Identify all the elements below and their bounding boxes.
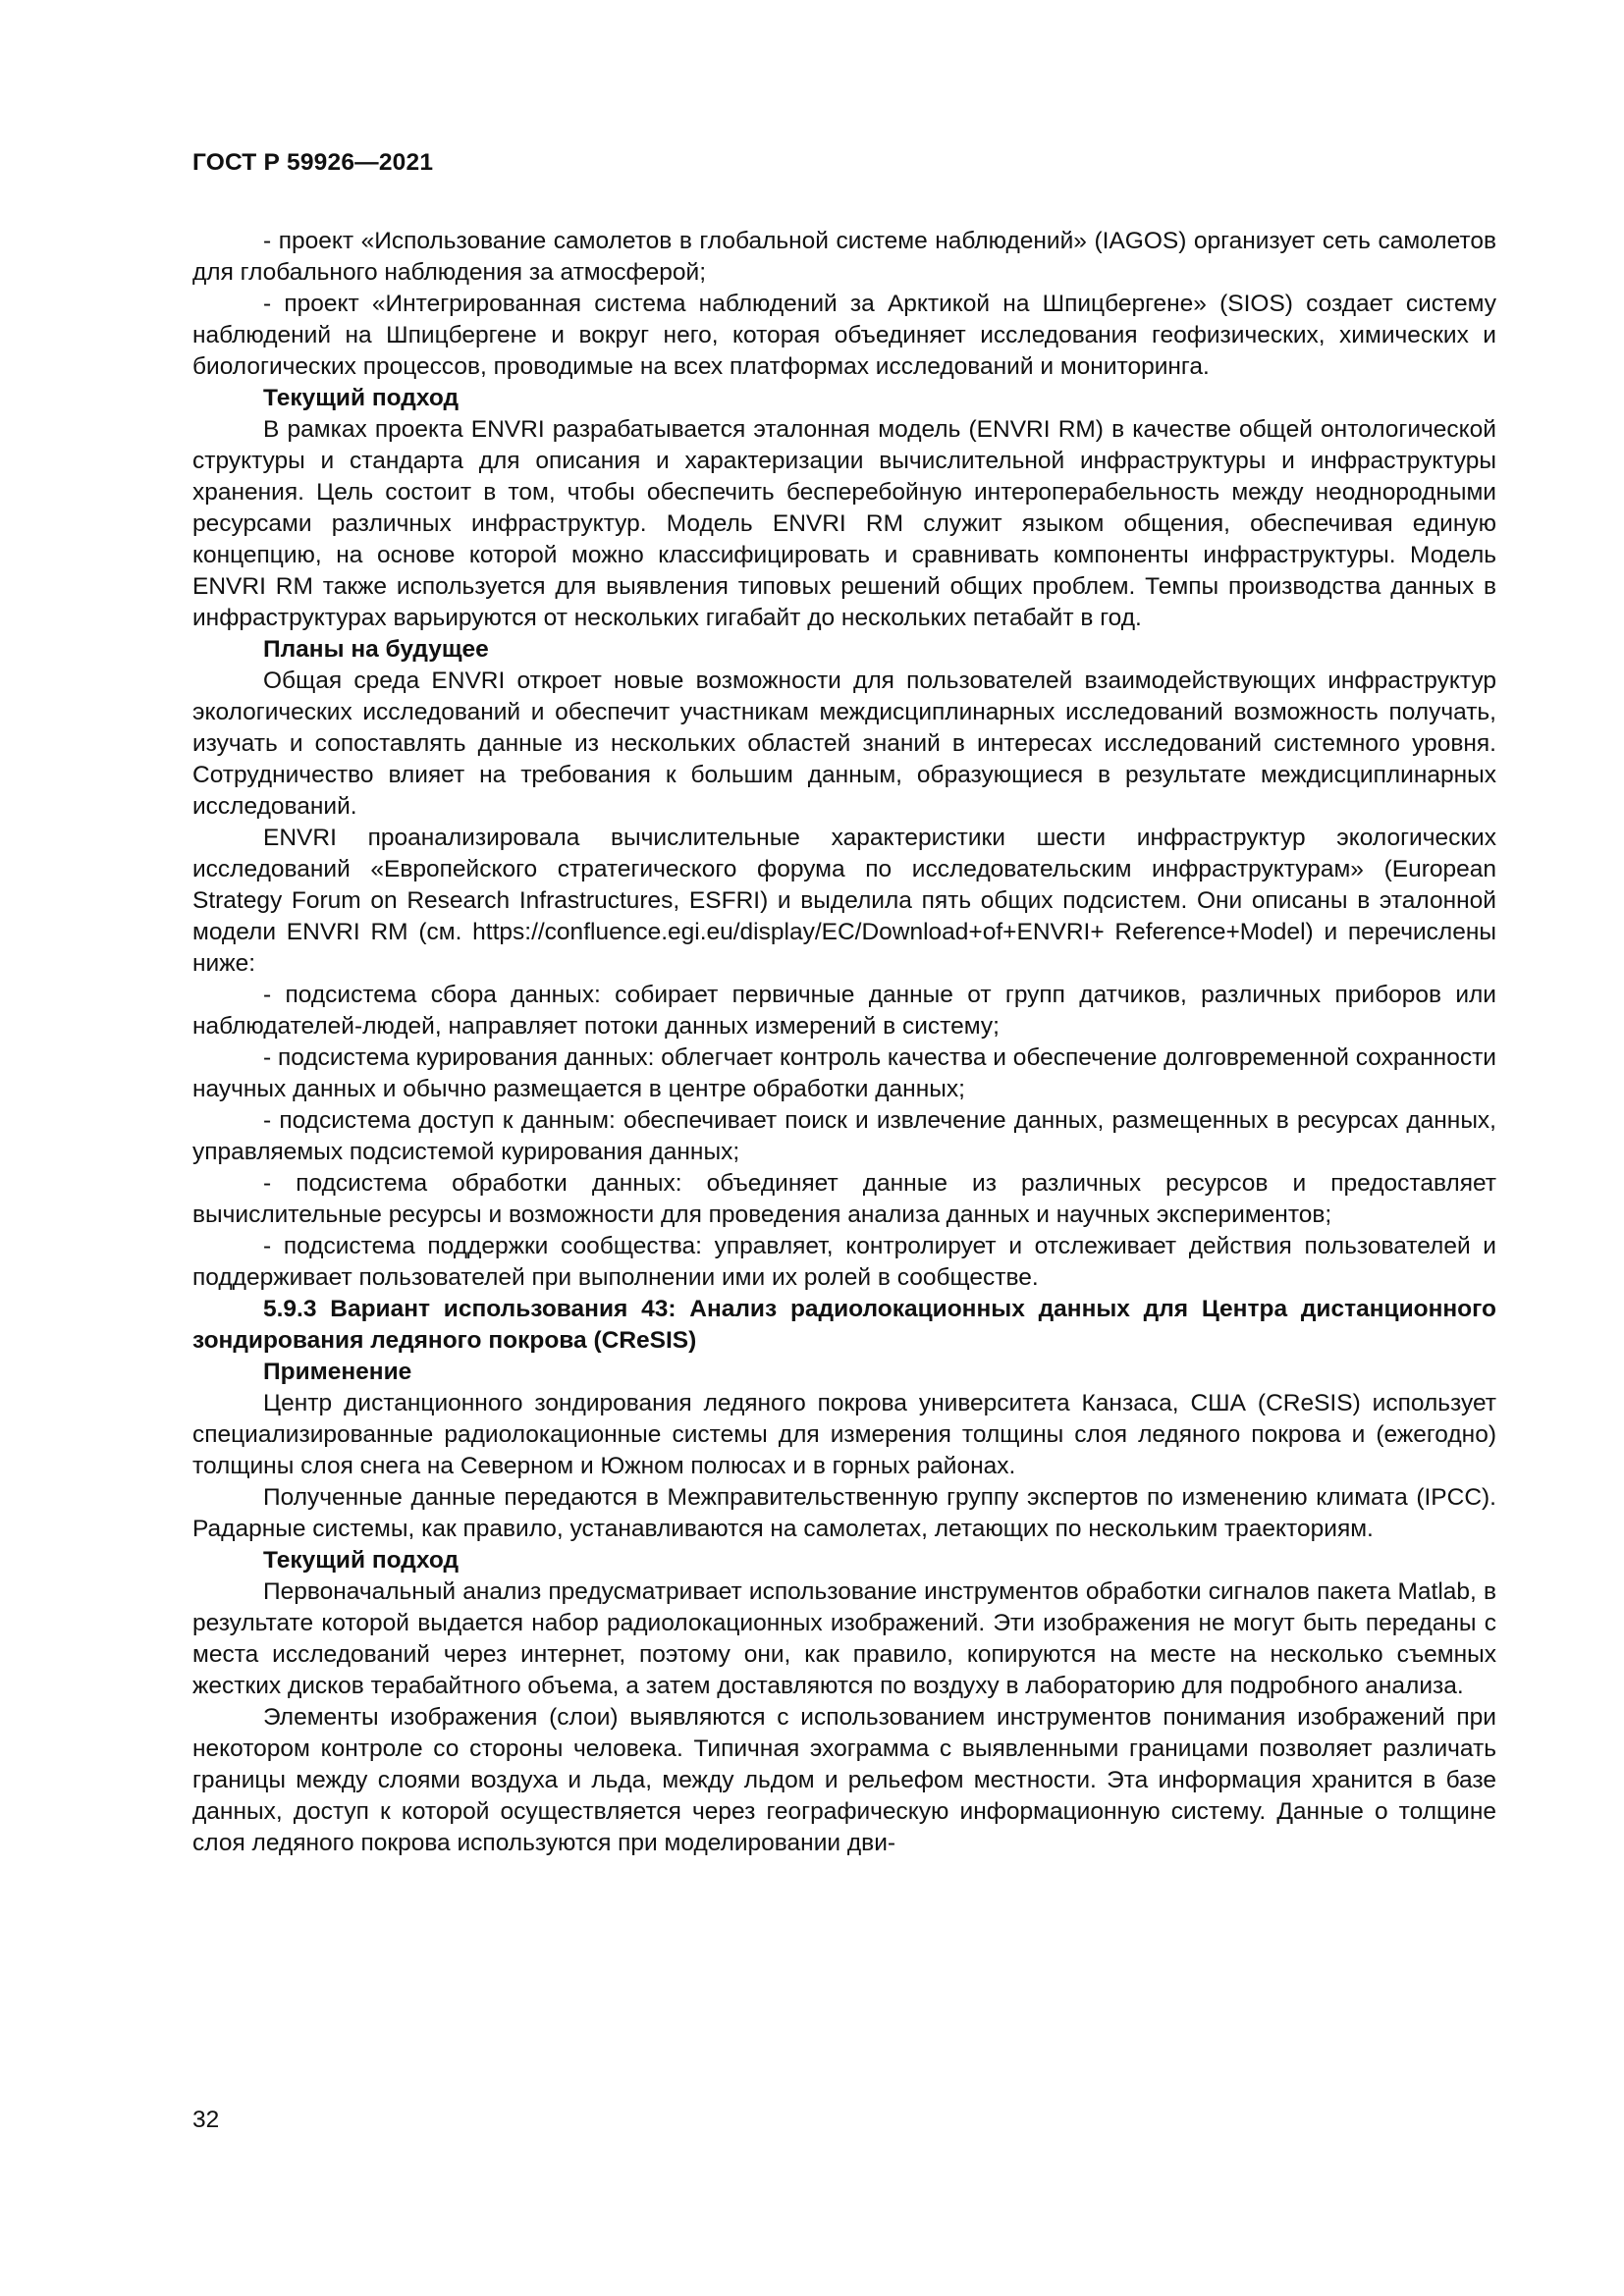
paragraph-ipcc-data: Полученные данные передаются в Межправительственную группу экспертов по изменению климата (IPCC). Радарные системы, как правило, устанавливаются на самолетах, летающих по нескольким траекториям. — [192, 1484, 1496, 1542]
page-number: 32 — [192, 2107, 220, 2133]
paragraph-cresis-center: Центр дистанционного зондирования ледяного покрова университета Канзаса, США (CReSIS) использует специализированные радиолокационные системы для измерения толщины слоя ледяного покрова и (ежегодно) толщины слоя снега на Северном и Южном полюсах и в горных районах. — [192, 1390, 1496, 1479]
list-item-data-acquisition: - подсистема сбора данных: собирает первичные данные от групп датчиков, различных приборов или наблюдателей-людей, направляет потоки данных измерений в систему; — [192, 982, 1496, 1040]
list-item-iagos: - проект «Использование самолетов в глобальной системе наблюдений» (IAGOS) организует сеть самолетов для глобального наблюдения за атмосферой; — [192, 228, 1496, 286]
subheading-current-approach: Текущий подход — [263, 385, 460, 411]
list-item-data-processing: - подсистема обработки данных: объединяет данные из различных ресурсов и предоставляет вычислительные ресурсы и возможности для проведения анализа данных и научных экспериментов; — [192, 1170, 1496, 1228]
list-item-data-curation: - подсистема курирования данных: облегчает контроль качества и обеспечение долговременной сохранности научных данных и обычно размещается в центре обработки данных; — [192, 1044, 1496, 1102]
document-header: ГОСТ Р 59926—2021 — [192, 149, 434, 176]
paragraph-image-elements: Элементы изображения (слои) выявляются с использованием инструментов понимания изображений при некотором контроле со стороны человека. Типичная эхограмма с выявленными границами позволяет различать границы между слоями воздуха и льда, между льдом и рельефом местности. Эта информация хранится в базе данных, доступ к которой осуществляется через географическую информационную систему. Данные о толщине слоя ледяного покрова используются при моделировании дви- — [192, 1704, 1496, 1856]
subheading-current-approach-2: Текущий подход — [263, 1547, 460, 1574]
list-item-community-support: - подсистема поддержки сообщества: управляет, контролирует и отслеживает действия пользователей и поддерживает пользователей при выполнении ими их ролей в сообществе. — [192, 1233, 1496, 1291]
paragraph-envri-analysis: ENVRI проанализировала вычислительные характеристики шести инфраструктур экологических исследований «Европейского стратегического форума по исследовательским инфраструктурам» (European Strategy Forum on Research Infrastructures, ESFRI) и выделила пять общих подсистем. Они описаны в эталонной модели ENVRI RM (см. https://confluence.egi.eu/display/EC/Download+of+ENVRI+ Reference+Model) и перечислены ниже: — [192, 825, 1496, 977]
paragraph-initial-analysis: Первоначальный анализ предусматривает использование инструментов обработки сигналов пакета Matlab, в результате которой выдается набор радиолокационных изображений. Эти изображения не могут быть переданы с места исследований через интернет, поэтому они, как правило, копируются на месте на несколько съемных жестких дисков терабайтного объема, а затем доставляются по воздуху в лабораторию для подробного анализа. — [192, 1578, 1496, 1699]
paragraph-envri-rm: В рамках проекта ENVRI разрабатывается эталонная модель (ENVRI RM) в качестве общей онтологической структуры и стандарта для описания и характеризации вычислительной инфраструктуры и инфраструктуры хранения. Цель состоит в том, чтобы обеспечить бесперебойную интероперабельность между неоднородными ресурсами различных инфраструктур. Модель ENVRI RM служит языком общения, обеспечивая единую концепцию, на основе которой можно классифицировать и сравнивать компоненты инфраструктуры. Модель ENVRI RM также используется для выявления типовых решений общих проблем. Темпы производства данных в инфраструктурах варьируются от нескольких гигабайт до нескольких петабайт в год. — [192, 416, 1496, 631]
list-item-data-access: - подсистема доступ к данным: обеспечивает поиск и извлечение данных, размещенных в ресурсах данных, управляемых подсистемой курирования данных; — [192, 1107, 1496, 1165]
list-item-sios: - проект «Интегрированная система наблюдений за Арктикой на Шпицбергене» (SIOS) создает систему наблюдений на Шпицбергене и вокруг него, которая объединяет исследования геофизических, химических и биологических процессов, проводимые на всех платформах исследований и мониторинга. — [192, 291, 1496, 380]
subheading-future-plans: Планы на будущее — [263, 636, 489, 663]
paragraph-envri-environment: Общая среда ENVRI откроет новые возможности для пользователей взаимодействующих инфраструктур экологических исследований и обеспечит участникам междисциплинарных исследований возможность получать, изучать и сопоставлять данные из нескольких областей знаний в интересах исследований системного уровня. Сотрудничество влияет на требования к большим данным, образующиеся в результате междисциплинарных исследований. — [192, 667, 1496, 820]
subheading-application: Применение — [263, 1359, 412, 1385]
page-content — [192, 226, 1496, 1859]
section-heading-5-9-3: 5.9.3 Вариант использования 43: Анализ радиолокационных данных для Центра дистанционного зондирования ледяного покрова (CReSIS) — [192, 1296, 1496, 1354]
